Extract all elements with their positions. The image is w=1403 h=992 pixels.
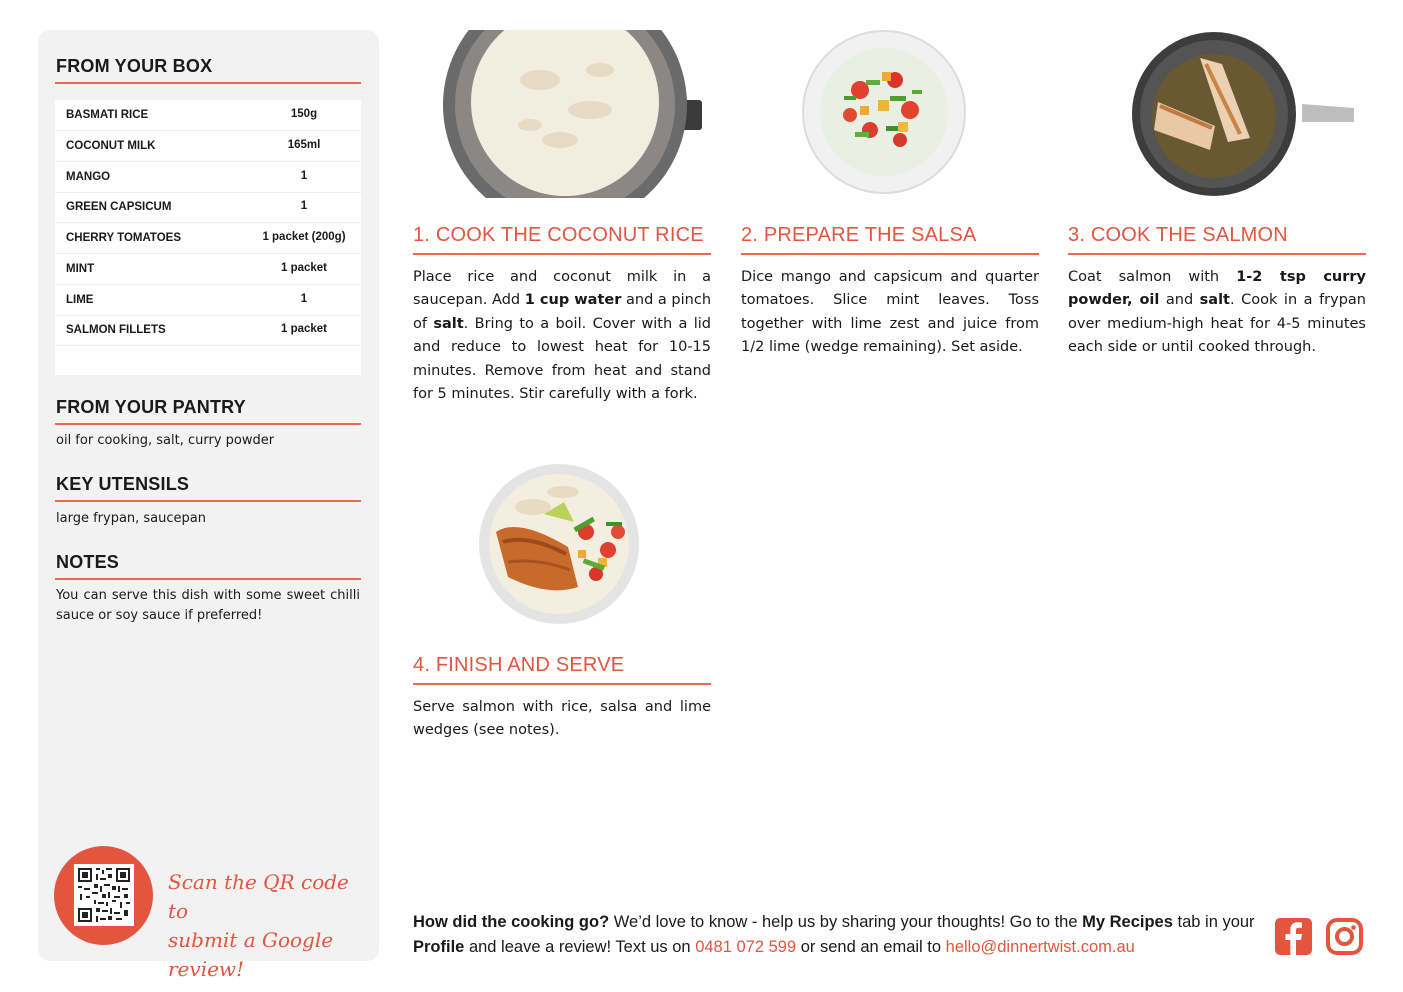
step-text: . Cook in a frypan over medium-high heat for 4-5 minutes each side or until cooked through. [1068, 292, 1366, 356]
ingredient-name: MINT [66, 263, 95, 275]
qr-badge[interactable] [54, 846, 153, 945]
notes-heading: NOTES [56, 552, 120, 572]
notes-text: You can serve this dish with some sweet chilli sauce or soy sauce if preferred! [56, 588, 360, 623]
email-link[interactable]: hello@dinnertwist.com.au [945, 938, 1135, 956]
finished-dish-image [478, 462, 640, 626]
footer-text: or send an email to [796, 938, 946, 956]
qr-caption-line: submit a Google review! [168, 928, 334, 981]
step-1-title: 1. COOK THE COCONUT RICE [413, 224, 704, 246]
step-1-body [413, 266, 711, 406]
ingredient-name: COCONUT MILK [66, 140, 156, 152]
divider [55, 423, 361, 425]
ingredient-qty: 1 [300, 170, 308, 182]
instagram-icon[interactable] [1326, 918, 1363, 955]
divider [55, 578, 361, 580]
step-text-bold: salt [433, 315, 464, 332]
step-text-bold: salt [1199, 292, 1230, 309]
ingredient-qty: 1 [300, 293, 308, 305]
ingredient-qty: 1 packet (200g) [262, 231, 346, 243]
qr-code-icon[interactable] [74, 864, 134, 926]
step-text: and a pinch of [413, 292, 712, 332]
key-utensils-heading: KEY UTENSILS [56, 474, 190, 494]
divider [55, 500, 361, 502]
ingredient-name: SALMON FILLETS [66, 324, 166, 336]
phone-link[interactable]: 0481 072 599 [695, 938, 797, 956]
ingredient-name: MANGO [66, 171, 111, 183]
step-text: and [1159, 292, 1200, 309]
my-recipes-link[interactable]: My Recipes [1082, 913, 1173, 931]
sidebar [38, 30, 379, 981]
step-text: Coat salmon with [1068, 269, 1237, 285]
utensils-text: large frypan, saucepan [56, 511, 206, 526]
step-2-title: 2. PREPARE THE SALSA [741, 224, 977, 246]
step-text: Dice mango and capsicum and quarter tomatoes. Slice mint leaves. Toss together with lime zest and juice from 1/2 lime (wedge remaining). Set aside. [741, 269, 1039, 356]
divider [55, 82, 361, 84]
table-row [55, 285, 361, 316]
table-row [55, 223, 361, 254]
ingredient-qty: 1 packet [280, 262, 328, 274]
ingredient-name: BASMATI RICE [66, 109, 149, 121]
ingredient-qty: 1 packet [280, 323, 328, 335]
table-row [55, 162, 361, 193]
salmon-frypan-image [1130, 30, 1360, 198]
step-4-title: 4. FINISH AND SERVE [413, 654, 625, 676]
divider [413, 683, 711, 685]
footer-question: How did the cooking go? [413, 913, 610, 931]
step-text-bold: 1-2 tsp curry powder, oil [1068, 269, 1367, 309]
step-text-bold: 1 cup water [524, 292, 622, 309]
from-your-box-heading: FROM YOUR BOX [56, 56, 213, 76]
ingredients-table [55, 100, 361, 375]
pantry-text: oil for cooking, salt, curry powder [56, 433, 275, 448]
table-row [55, 254, 361, 285]
step-text: Place rice and coconut milk in a saucepan. Add [413, 269, 711, 309]
step-text: Serve salmon with rice, salsa and lime wedges (see notes). [413, 699, 711, 739]
profile-link[interactable]: Profile [413, 938, 465, 956]
qr-caption-line: Scan the QR code to [168, 870, 349, 923]
ingredient-qty: 150g [290, 108, 318, 120]
ingredient-qty: 165ml [287, 139, 321, 151]
table-row [55, 192, 361, 223]
rice-pot-image [440, 30, 705, 198]
step-3-title: 3. COOK THE SALMON [1068, 224, 1288, 246]
qr-caption [168, 868, 368, 984]
facebook-icon[interactable] [1275, 918, 1312, 955]
divider [1068, 253, 1366, 255]
ingredient-name: GREEN CAPSICUM [66, 201, 172, 213]
footer-text: tab in your [1172, 913, 1255, 931]
salsa-bowl-image [800, 30, 968, 195]
footer-text: and leave a review! Text us on [464, 938, 696, 956]
review-footer [413, 910, 1263, 960]
divider [413, 253, 711, 255]
ingredient-name: CHERRY TOMATOES [66, 232, 182, 244]
step-3-body [1068, 266, 1366, 360]
from-your-pantry-heading: FROM YOUR PANTRY [56, 397, 246, 417]
footer-text: We’d love to know - help us by sharing your thoughts! Go to the [609, 913, 1083, 931]
step-2-body [741, 266, 1039, 360]
table-row [55, 131, 361, 162]
table-row [55, 315, 361, 346]
step-text: . Bring to a boil. Cover with a lid and reduce to lowest heat for 10-15 minutes. Remove from heat and stand for 5 minutes. Stir carefully with a fork. [413, 315, 711, 403]
step-4-body [413, 696, 711, 743]
divider [741, 253, 1039, 255]
ingredient-qty: 1 [300, 200, 308, 212]
table-row [55, 100, 361, 131]
ingredient-name: LIME [66, 294, 94, 306]
